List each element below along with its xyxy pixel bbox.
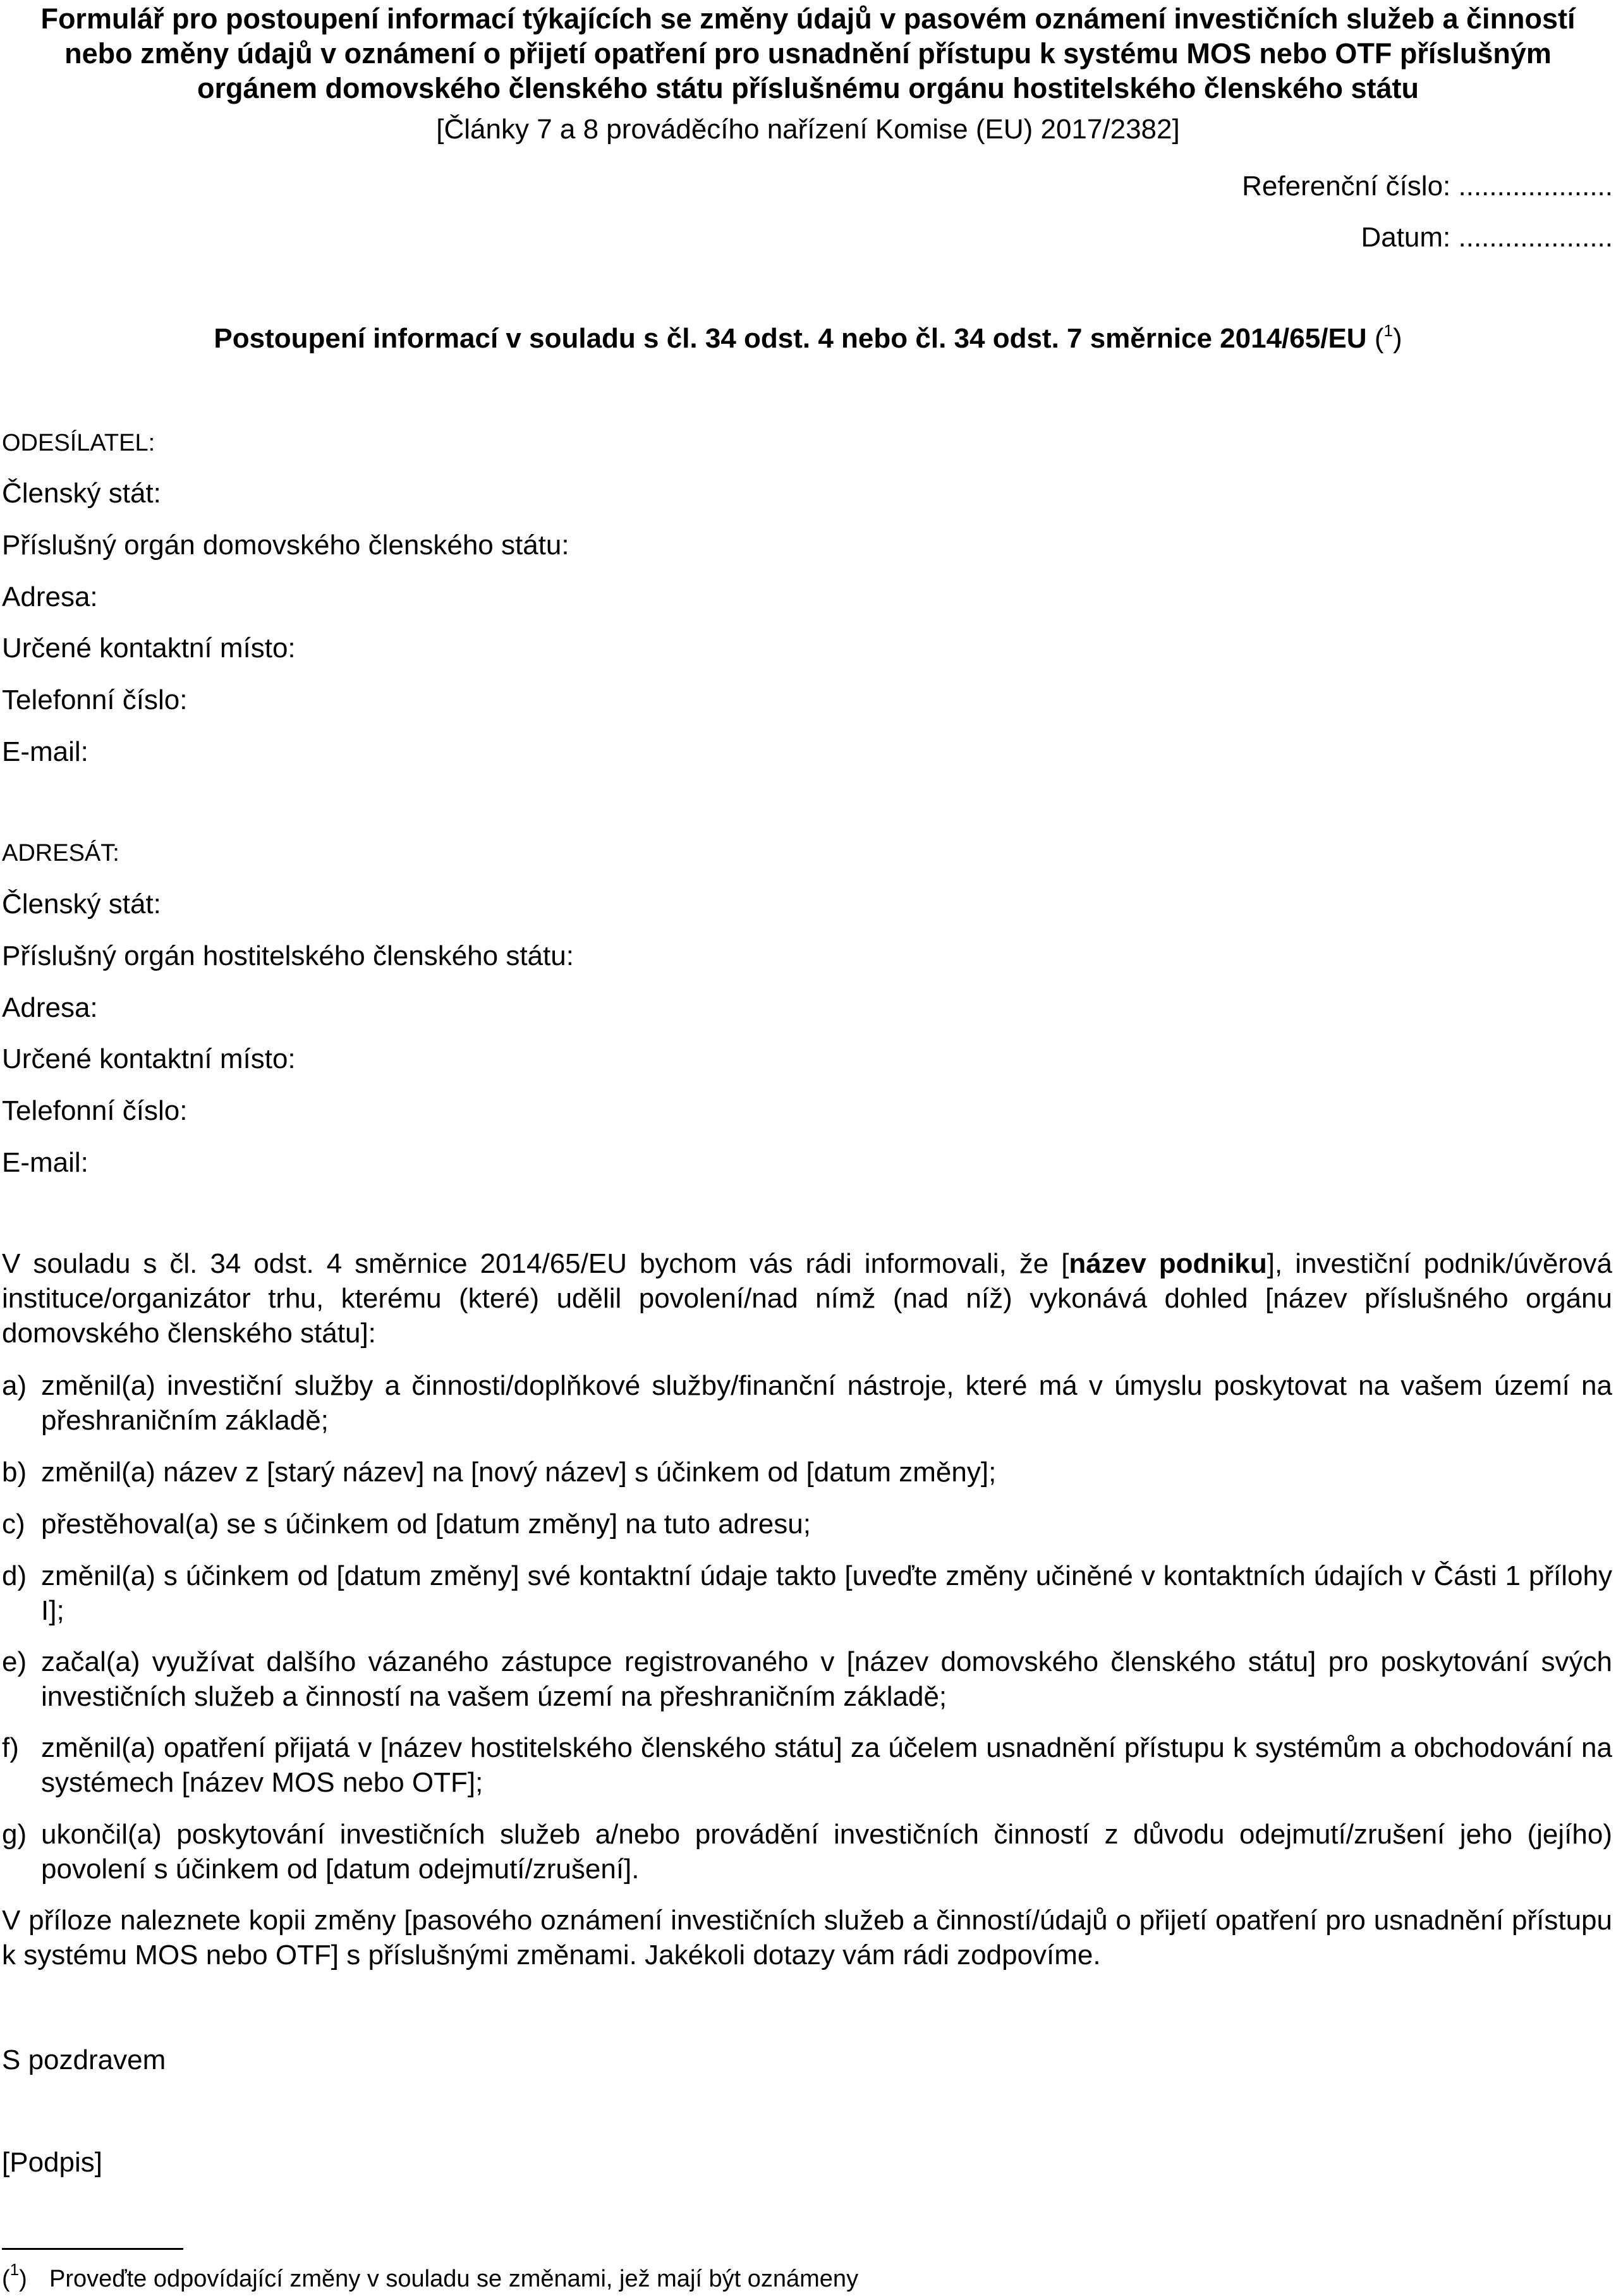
intro-text-start: V souladu s čl. 34 odst. 4 směrnice 2014/65/EU bychom vás rádi informovali, že [ [2,1248,1069,1279]
list-item-text: ukončil(a) poskytování investičních služeb a/nebo provádění investičních činností z důvodu odejmutí/zrušení jeho (jejího) povolení s účinkem od [datum odejmutí/zrušení]. [41,1819,1612,1885]
footnote-number-value: 1 [9,2260,20,2279]
list-item-text: změnil(a) opatření přijatá v [název hostitelského členského státu] za účelem usnadnění přístupu k systémům a obchodování na systémech [název MOS nebo OTF]; [41,1732,1612,1798]
closing-paragraph: V příloze naleznete kopii změny [pasového oznámení investičních služeb a činností/údajů o přijetí opatření pro usnadnění přístupu k systému MOS nebo OTF] s příslušnými změnami. Jakékoli dotazy vám rádi zodpovíme. [2,1905,1612,1971]
list-item [2,1730,1612,1800]
signature-placeholder: [Podpis] [2,2147,102,2178]
recipient-phone-label: Telefonní číslo: [2,1095,188,1126]
date-field: Datum: .................... [1361,222,1613,253]
regulation-reference: [Články 7 a 8 prováděcího nařízení Komise (EU) 2017/2382] [436,114,1180,145]
company-name-placeholder: název podniku [1069,1248,1267,1279]
intro-paragraph [2,1246,1612,1351]
recipient-email-label: E-mail: [2,1147,88,1178]
sender-address-label: Adresa: [2,581,98,612]
section-heading-text: Postoupení informací v souladu s čl. 34 odst. 4 nebo čl. 34 odst. 7 směrnice 2014/65/EU [214,323,1367,354]
list-item [2,1455,1612,1490]
form-title [0,1,1616,106]
recipient-contact-point-label: Určené kontaktní místo: [2,1043,296,1074]
section-heading [0,321,1616,356]
footnote-separator [2,2248,183,2250]
list-item-letter: a) [2,1370,27,1401]
list-item [2,1644,1612,1714]
recipient-member-state-label: Členský stát: [2,889,161,920]
sender-member-state-label: Členský stát: [2,478,161,509]
list-item-letter: b) [2,1457,27,1488]
list-item [2,1558,1612,1628]
list-item-letter: e) [2,1646,27,1677]
list-item [2,1507,1612,1541]
list-item-text: změnil(a) s účinkem od [datum změny] své kontaktní údaje takto [uveďte změny učiněné v kontaktních údajích v Části 1 přílohy I]; [41,1560,1612,1626]
recipient-address-label: Adresa: [2,992,98,1023]
footnote [2,2260,859,2293]
list-item-letter: g) [2,1819,27,1850]
reference-number-field: Referenční číslo: .................... [1242,171,1613,202]
sender-contact-point-label: Určené kontaktní místo: [2,633,296,664]
list-item-text: začal(a) využívat dalšího vázaného zástupce registrovaného v [název domovského členského státu] pro poskytování svých investičních služeb a činností na vašem území na přeshraničním základě; [41,1646,1612,1712]
list-item [2,1817,1612,1886]
list-item-text: změnil(a) investiční služby a činnosti/doplňkové služby/finanční nástroje, které má v úmyslu poskytovat na vašem území na přeshraničním základě; [41,1370,1612,1436]
list-item-letter: c) [2,1509,25,1540]
intro-text-end: ], investiční podnik/úvěrová instituce/organizátor trhu, kterému (které) udělil povolení/nad nímž (nad níž) vykonává dohled [název příslušného orgánu domovského členského státu]: [2,1248,1613,1349]
list-item-letter: f) [2,1732,19,1763]
list-item-letter: d) [2,1560,27,1591]
form-title-line: orgánem domovského členského státu příslušnému orgánu hostitelského členského státu [197,72,1419,104]
form-title-line: nebo změny údajů v oznámení o přijetí opatření pro usnadnění přístupu k systému MOS nebo OTF příslušným [64,37,1552,70]
form-title-line: Formulář pro postoupení informací týkajících se změny údajů v pasovém oznámení investičních služeb a činností [40,3,1576,35]
sender-heading: ODESÍLATEL: [2,430,155,456]
recipient-heading: ADRESÁT: [2,840,119,866]
footnote-reference-number: 1 [1383,321,1393,340]
sender-authority-label: Příslušný orgán domovského členského státu: [2,530,569,561]
footnote-reference[interactable]: ($^1$) [1374,321,1402,354]
footnote-number: ($^1$) [2,2260,27,2292]
footnote-text: Proveďte odpovídající změny v souladu se změnami, jež mají být oznámeny [49,2266,859,2292]
recipient-authority-label: Příslušný orgán hostitelského členského státu: [2,940,574,971]
list-item-text: přestěhoval(a) se s účinkem od [datum změny] na tuto adresu; [41,1509,811,1540]
greeting: S pozdravem [2,2044,166,2075]
list-item [2,1368,1612,1438]
list-item-text: změnil(a) název z [starý název] na [nový název] s účinkem od [datum změny]; [41,1457,997,1488]
sender-phone-label: Telefonní číslo: [2,684,188,715]
sender-email-label: E-mail: [2,736,88,767]
